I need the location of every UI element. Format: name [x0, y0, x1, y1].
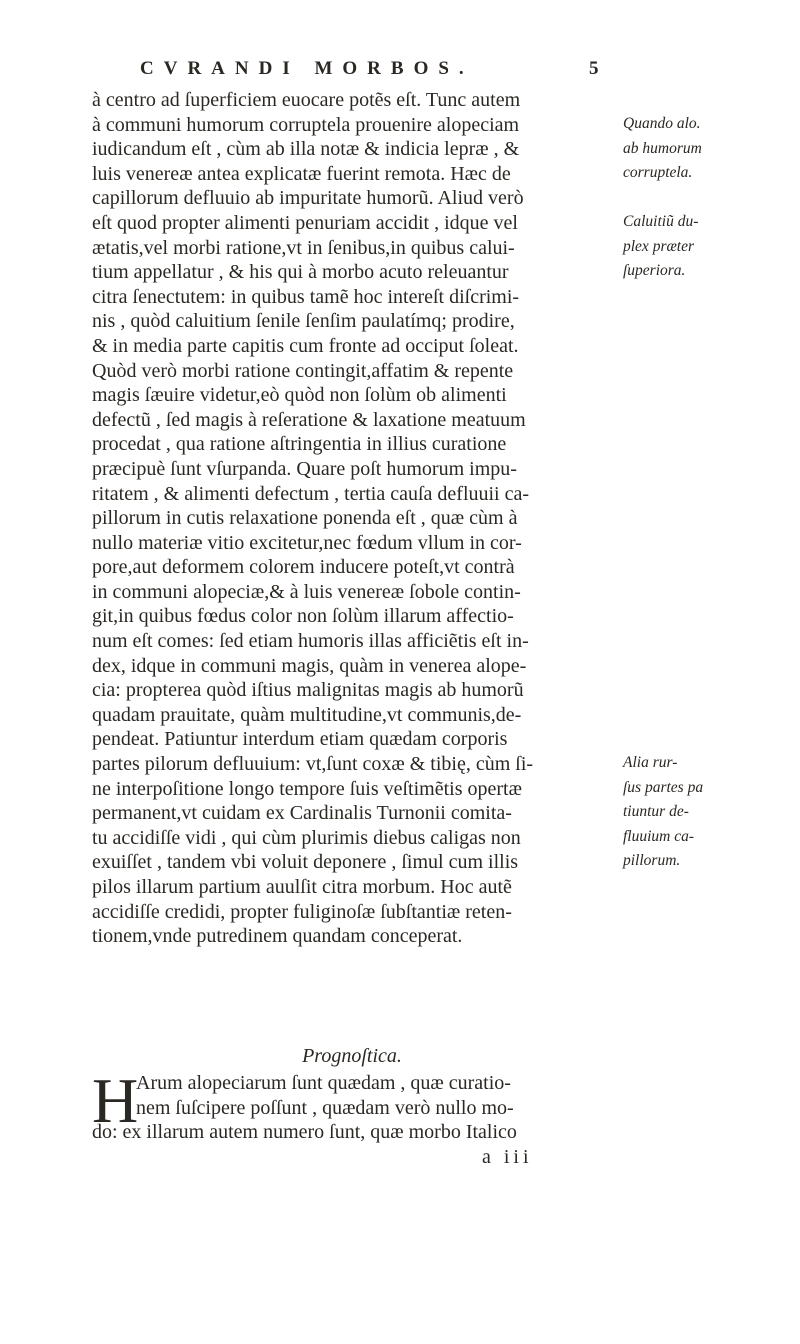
text-line: quadam prauitate, quàm multitudine,vt communis,de-	[92, 703, 522, 726]
text-line: accidiſſe credidi, propter fuliginoſæ ſubſtantiæ reten-	[92, 900, 512, 923]
drop-initial: H	[92, 1065, 139, 1136]
text-line: num eſt comes: ſed etiam humoris illas afficiẽtis eſt in-	[92, 630, 529, 653]
text-line: do: ex illarum autem numero ſunt, quæ morbo Italico	[92, 1121, 517, 1144]
margin-note-line: Quando alo.	[623, 115, 701, 132]
text-line: & in media parte capitis cum fronte ad occiput ſoleat.	[92, 334, 519, 357]
text-line: pendeat. Patiuntur interdum etiam quædam corporis	[92, 728, 508, 751]
margin-note-line: ab humorum	[623, 139, 702, 157]
page-number: 5	[589, 58, 599, 79]
text-line: eſt quod propter alimenti penuriam accidit , idque vel	[92, 211, 518, 234]
margin-note-line: tiuntur de-	[623, 803, 689, 821]
margin-note-line: Caluitiũ du-	[623, 213, 699, 230]
text-line: pilos illarum partium auulſit citra morbum. Hoc autẽ	[92, 876, 512, 898]
margin-note-caluitium	[623, 210, 793, 284]
text-line: cia: propterea quòd iſtius malignitas magis ab humorũ	[92, 679, 524, 702]
margin-note-line: fluuium ca-	[623, 827, 695, 845]
text-line: magis ſæuire videtur,eò quòd non ſolùm ob alimenti	[92, 384, 507, 407]
text-line: exuiſſet , tandem vbi voluit deponere , ſimul cum illis	[92, 851, 519, 874]
section-heading: Prognoſtica.	[302, 1045, 402, 1067]
text-line: à communi humorum corruptela prouenire alopeciam	[92, 113, 520, 136]
text-line: nem ſuſcipere poſſunt , quædam verò nullo mo-	[136, 1096, 514, 1119]
text-line: luis venereæ antea explicatæ fuerint remota. Hæc de	[92, 162, 511, 185]
margin-note-line: Alia rur-	[623, 754, 678, 771]
margin-note-line: ſuperiora.	[623, 262, 686, 280]
text-line: defectũ , ſed magis à reſeratione & laxatione meatuum	[92, 408, 526, 431]
main-paragraph	[92, 88, 612, 949]
text-line: permanent,vt cuidam ex Cardinalis Turnonii comita-	[92, 802, 512, 825]
margin-note-alopecia	[623, 112, 793, 186]
text-line: pore,aut deformem colorem inducere poteſt,vt contrà	[92, 556, 515, 579]
signature-mark: a iii	[482, 1146, 533, 1168]
text-line: iudicandum eſt , cùm ab illa notæ & indicia lepræ , &	[92, 138, 520, 161]
text-line: præcipuè ſunt vſurpanda. Quare poſt humorum impu-	[92, 457, 517, 480]
text-line: capillorum defluuio ab impuritate humorũ. Aliud verò	[92, 187, 524, 210]
text-line: ætatis,vel morbi ratione,vt in ſenibus,in quibus calui-	[92, 236, 515, 259]
text-line: tionem,vnde putredinem quandam conceperat.	[92, 925, 463, 948]
running-head: CVRANDI MORBOS.	[140, 58, 474, 79]
text-line: nis , quòd caluitium ſenile ſenſim paulatímq; prodire,	[92, 310, 515, 333]
margin-note-line: corruptela.	[623, 164, 693, 182]
text-line: à centro ad ſuperficiem euocare potẽs eſt. Tunc autem	[92, 89, 521, 111]
text-line: nullo materiæ vitio excitetur,nec fœdum vllum in cor-	[92, 531, 522, 554]
text-line: pillorum in cutis relaxatione ponenda eſt , quæ cùm à	[92, 507, 518, 530]
margin-note-line: ſus partes pa	[623, 778, 704, 796]
margin-note-line: pillorum.	[623, 852, 681, 870]
text-line: tu accidiſſe vidi , qui cùm plurimis diebus caligas non	[92, 826, 521, 849]
text-line: Arum alopeciarum ſunt quædam , quæ curatio-	[136, 1072, 511, 1094]
text-line: citra ſenectutem: in quibus tamẽ hoc intereſt diſcrimi-	[92, 285, 520, 308]
prognostica-paragraph	[92, 1065, 612, 1145]
text-line: dex, idque in communi magis, quàm in venerea alope-	[92, 654, 527, 677]
text-line: tium appellatur , & his qui à morbo acuto releuantur	[92, 261, 509, 284]
text-line: procedat , qua ratione aſtringentia in illius curatione	[92, 433, 507, 456]
text-line: in communi alopeciæ,& à luis venereæ ſobole contin-	[92, 580, 521, 603]
text-line: ne interpoſitione longo tempore ſuis veſtimẽtis opertæ	[92, 777, 522, 800]
text-line: git,in quibus fœdus color non ſolùm illarum affectio-	[92, 605, 514, 628]
text-line: ritatem , & alimenti defectum , tertia cauſa defluuii ca-	[92, 482, 530, 505]
margin-note-line: plex præter	[623, 237, 695, 255]
margin-note-partes	[623, 751, 793, 874]
text-line: partes pilorum defluuium: vt,ſunt coxæ & tibię, cùm ſi-	[92, 753, 534, 776]
text-line: Quòd verò morbi ratione contingit,affatim & repente	[92, 359, 514, 382]
